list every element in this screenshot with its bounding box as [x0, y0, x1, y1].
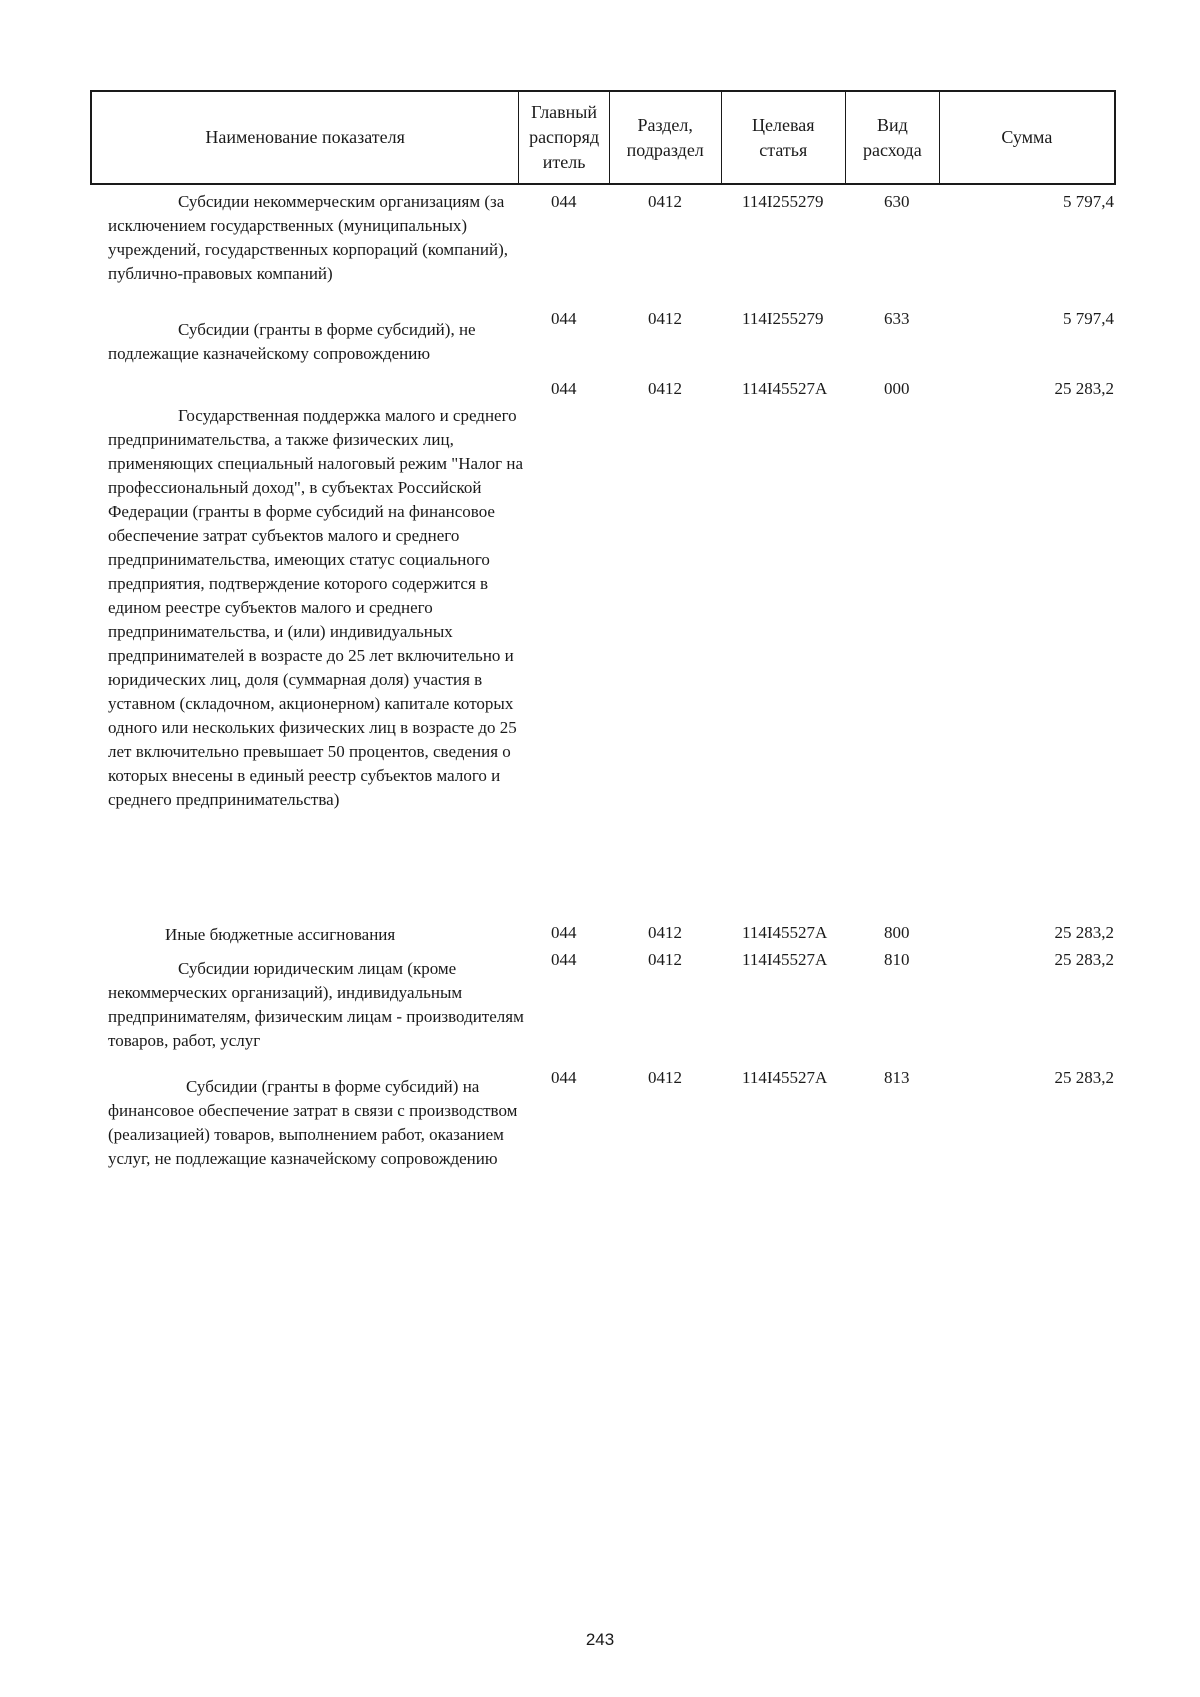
row-main-manager: 044 — [551, 309, 577, 328]
row-name: Субсидии некоммерческим организациям (за исключением государственных (муниципальных) учреждений, государственных корпораций (компаний), публично-правовых компаний) — [108, 192, 508, 283]
row-target: 114I255279 — [742, 309, 824, 328]
row-section: 0412 — [648, 1068, 682, 1087]
row-section: 0412 — [648, 379, 682, 398]
row-expense-type: 800 — [884, 923, 910, 942]
row-sum: 5 797,4 — [1063, 309, 1114, 328]
header-section-line2: подраздел — [626, 139, 704, 160]
row-name: Субсидии (гранты в форме субсидий) на финансовое обеспечение затрат в связи с производством (реализацией) товаров, выполнением работ, оказанием услуг, не подлежащие казначейскому сопровождению — [108, 1077, 518, 1168]
row-name: Субсидии (гранты в форме субсидий), не подлежащие казначейскому сопровождению — [108, 320, 476, 363]
row-section: 0412 — [648, 192, 682, 211]
table-header — [90, 90, 1116, 185]
header-main-manager-line3: итель — [542, 152, 586, 172]
header-section-line1: Раздел, — [637, 114, 693, 135]
header-target-line2: статья — [759, 139, 808, 160]
row-target: 114I45527A — [742, 950, 828, 969]
header-target-article — [722, 92, 847, 183]
row-target: 114I45527A — [742, 923, 828, 942]
row-expense-type: 000 — [884, 379, 910, 398]
page-number: 243 — [585, 1630, 615, 1649]
row-expense-type: 810 — [884, 950, 910, 969]
row-sum: 25 283,2 — [1054, 1068, 1114, 1087]
row-main-manager: 044 — [551, 192, 577, 211]
row-main-manager: 044 — [551, 379, 577, 398]
row-expense-type: 633 — [884, 309, 910, 328]
row-name: Государственная поддержка малого и среднего предпринимательства, а также физических лиц, применяющих специальный налоговый режим "Налог на профессиональный доход", в субъектах Российской Федерации (гранты в форме субсидий на финансовое обеспечение затрат субъектов малого и среднего предпринимательства, имеющих статус социального предприятия, подтверждение которого содержится в едином реестре субъектов малого и среднего предпринимательства, и (или) индивидуальных предпринимателей в возрасте до 25 лет включительно и юридических лиц, доля (суммарная доля) участия в уставном (складочном, акционерном) капитале которых одного или нескольких физических лиц в возрасте до 25 лет включительно превышает 50 процентов, сведения о которых внесены в единый реестр субъектов малого и среднего предпринимательства) — [108, 406, 524, 809]
row-main-manager: 044 — [551, 950, 577, 969]
header-target-line1: Целевая — [752, 114, 815, 135]
row-section: 0412 — [648, 309, 682, 328]
header-sum-label: Сумма — [1001, 127, 1053, 147]
header-section — [610, 92, 722, 183]
row-main-manager: 044 — [551, 1068, 577, 1087]
header-name — [92, 92, 519, 183]
row-expense-type: 813 — [884, 1068, 910, 1087]
header-sum — [940, 92, 1114, 183]
header-expense-type — [846, 92, 940, 183]
row-main-manager: 044 — [551, 923, 577, 942]
row-target: 114I45527A — [742, 379, 828, 398]
row-sum: 5 797,4 — [1063, 192, 1114, 211]
row-name: Иные бюджетные ассигнования — [165, 925, 396, 944]
row-target: 114I255279 — [742, 192, 824, 211]
row-expense-type: 630 — [884, 192, 910, 211]
row-sum: 25 283,2 — [1054, 923, 1114, 942]
header-vid-line1: Вид — [876, 114, 908, 135]
row-section: 0412 — [648, 923, 682, 942]
row-name: Субсидии юридическим лицам (кроме некоммерческих организаций), индивидуальным предпринимателям, физическим лицам - производителям товаров, работ, услуг — [108, 959, 524, 1050]
header-name-label: Наименование показателя — [205, 127, 405, 147]
header-vid-line2: расхода — [863, 139, 922, 160]
header-main-manager-line2: распоряд — [529, 127, 600, 147]
row-section: 0412 — [648, 950, 682, 969]
header-main-manager — [519, 92, 610, 183]
row-sum: 25 283,2 — [1054, 950, 1114, 969]
row-sum: 25 283,2 — [1054, 379, 1114, 398]
header-main-manager-line1: Главный — [531, 102, 598, 122]
row-target: 114I45527A — [742, 1068, 828, 1087]
